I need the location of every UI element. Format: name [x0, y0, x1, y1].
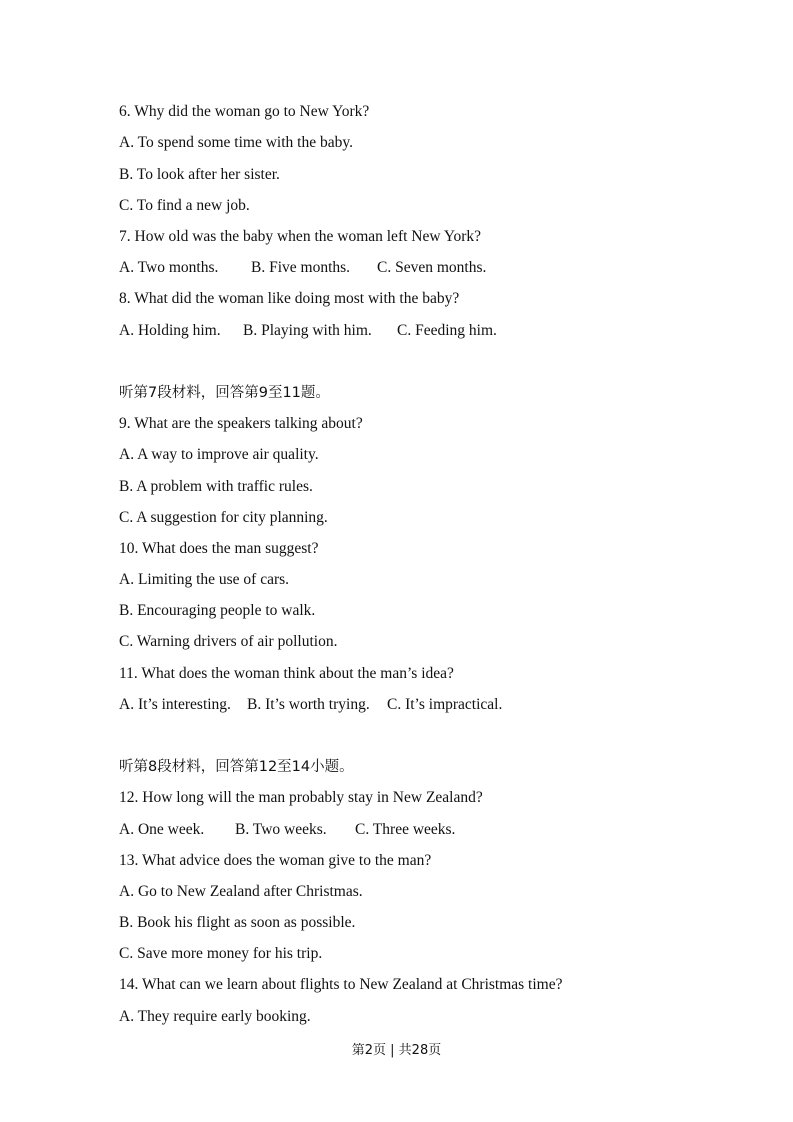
question-8-option-a: A. Holding him.: [119, 322, 221, 339]
question-6-option-b: B. To look after her sister.: [119, 166, 280, 183]
question-12-options: [119, 820, 455, 840]
question-13-option-b: B. Book his flight as soon as possible.: [119, 914, 356, 931]
question-12-option-c: C. Three weeks.: [355, 821, 456, 838]
question-11-option-c: C. It’s impractical.: [387, 696, 503, 713]
question-11-option-b: B. It’s worth trying.: [247, 696, 370, 713]
question-13-option-a: A. Go to New Zealand after Christmas.: [119, 883, 363, 900]
question-9-option-c: C. A suggestion for city planning.: [119, 509, 328, 526]
question-13: 13. What advice does the woman give to the man?: [119, 852, 432, 869]
question-6: 6. Why did the woman go to New York?: [119, 103, 370, 120]
question-10-option-c: C. Warning drivers of air pollution.: [119, 633, 338, 650]
question-6-option-a: A. To spend some time with the baby.: [119, 134, 353, 151]
question-7-option-a: A. Two months.: [119, 259, 219, 276]
question-14: 14. What can we learn about flights to New Zealand at Christmas time?: [119, 976, 563, 993]
section-7-heading: 听第7段材料，回答第9至11题。: [119, 385, 330, 401]
question-7: 7. How old was the baby when the woman left New York?: [119, 228, 482, 245]
question-8: 8. What did the woman like doing most with the baby?: [119, 290, 460, 307]
question-11-options: [119, 695, 502, 715]
question-10: 10. What does the man suggest?: [119, 540, 319, 557]
question-13-option-c: C. Save more money for his trip.: [119, 945, 323, 962]
question-11-option-a: A. It’s interesting.: [119, 696, 231, 713]
question-9-option-b: B. A problem with traffic rules.: [119, 478, 313, 495]
question-11: 11. What does the woman think about the man’s idea?: [119, 665, 454, 682]
question-12-option-a: A. One week.: [119, 821, 205, 838]
question-7-option-c: C. Seven months.: [377, 259, 487, 276]
question-7-options: [119, 258, 486, 278]
question-9-option-a: A. A way to improve air quality.: [119, 446, 319, 463]
question-9: 9. What are the speakers talking about?: [119, 415, 363, 432]
section-8-heading: 听第8段材料，回答第12至14小题。: [119, 759, 354, 775]
question-8-option-b: B. Playing with him.: [243, 322, 372, 339]
page-footer: 第2页 | 共28页: [351, 1043, 442, 1058]
question-10-option-a: A. Limiting the use of cars.: [119, 571, 290, 588]
question-10-option-b: B. Encouraging people to walk.: [119, 602, 316, 619]
question-7-option-b: B. Five months.: [251, 259, 351, 276]
question-8-options: [119, 321, 497, 341]
question-12: 12. How long will the man probably stay in New Zealand?: [119, 789, 483, 806]
question-14-option-a: A. They require early booking.: [119, 1008, 311, 1025]
question-12-option-b: B. Two weeks.: [235, 821, 327, 838]
question-6-option-c: C. To find a new job.: [119, 197, 250, 214]
question-8-option-c: C. Feeding him.: [397, 322, 497, 339]
